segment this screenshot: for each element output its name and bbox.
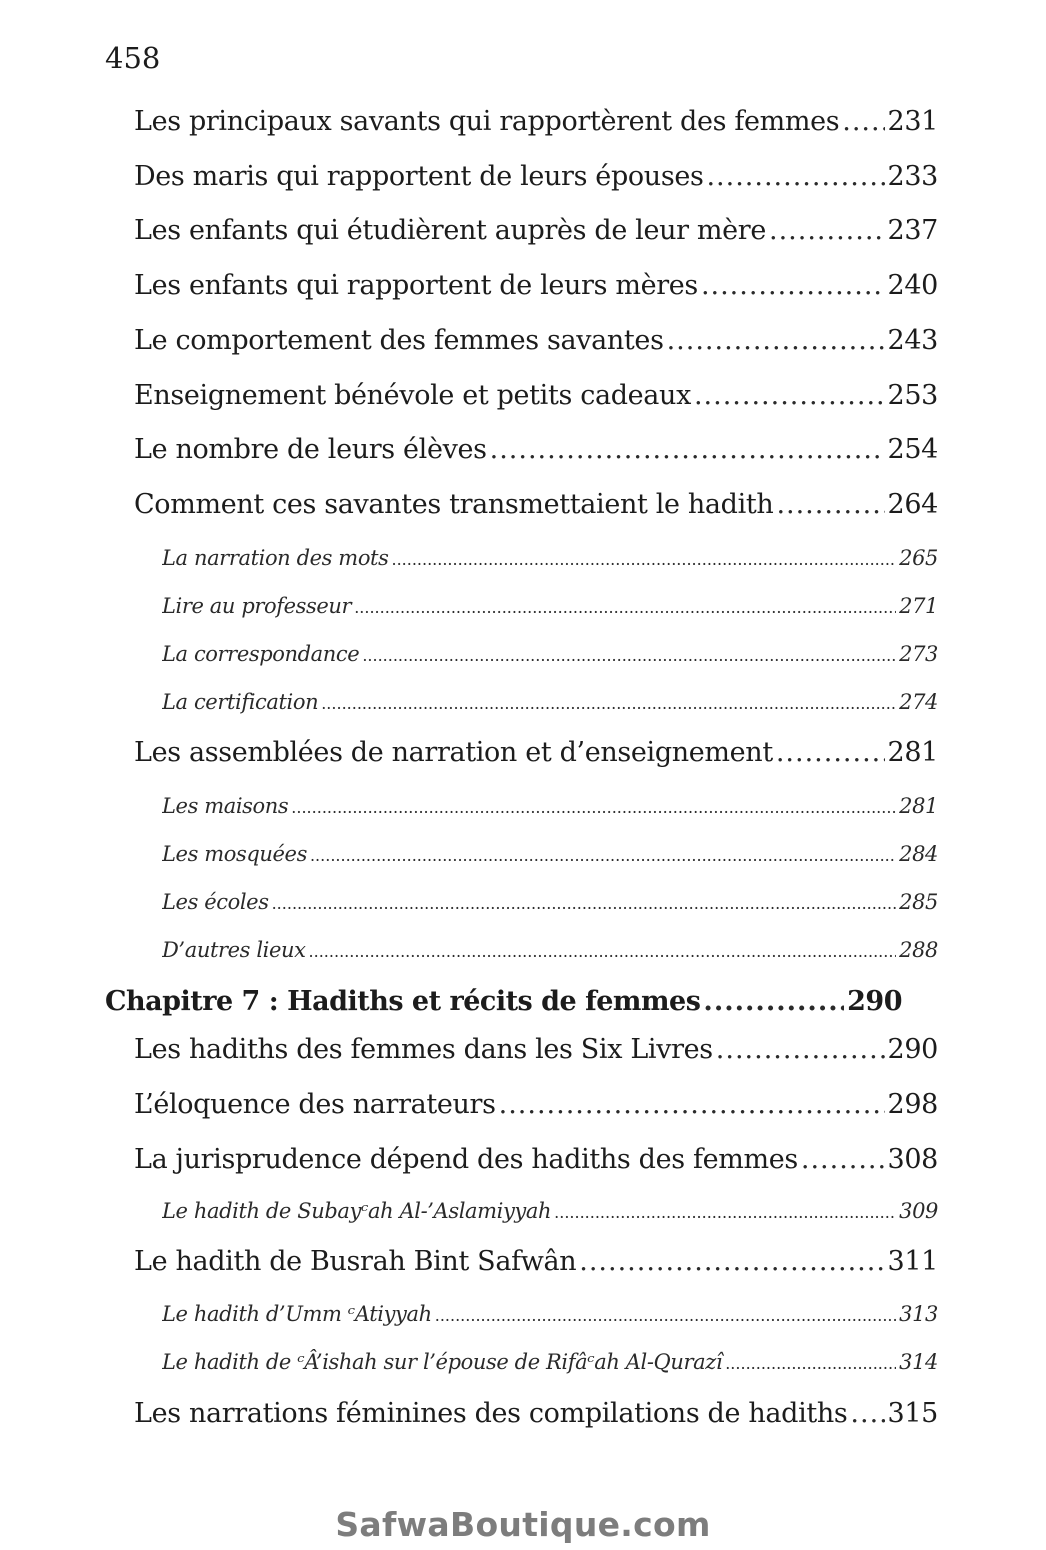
- toc-chapter-title: Chapitre 7 : Hadiths et récits de femmes: [105, 986, 701, 1017]
- toc-subentry-title: La narration des mots: [162, 546, 389, 570]
- toc-chapter: [105, 982, 902, 1022]
- dot-leader: [391, 544, 896, 576]
- toc-subentry-title: Le hadith de ᶜÂ’ishah sur l’épouse de Rifâᶜah Al-Qurazî: [162, 1350, 723, 1374]
- dot-leader: [776, 485, 884, 525]
- toc-subentry-title: Le hadith de Subayᶜah Al-’Aslamiyyah: [162, 1199, 552, 1223]
- toc-entry: [134, 1242, 938, 1282]
- dot-leader: [321, 688, 896, 720]
- toc-entry-page: 240: [887, 270, 938, 301]
- toc-entry: [134, 157, 938, 197]
- toc-entry: [134, 1030, 938, 1070]
- toc-subentry: [162, 686, 938, 720]
- dot-leader: [435, 1300, 896, 1332]
- dot-leader: [769, 211, 885, 251]
- toc-entry-page: 254: [887, 434, 938, 465]
- dot-leader: [554, 1197, 896, 1229]
- dot-leader: [667, 321, 885, 361]
- toc-entry: [134, 266, 938, 306]
- toc-subentry-title: Les écoles: [162, 890, 269, 914]
- toc-entry-title: Les enfants qui étudièrent auprès de leur mère: [134, 215, 766, 246]
- toc-subentry: [162, 1298, 938, 1332]
- toc-entry-title: Le hadith de Busrah Bint Safwân: [134, 1246, 577, 1277]
- toc-subentry: [162, 638, 938, 672]
- toc-entry-title: Le nombre de leurs élèves: [134, 434, 487, 465]
- toc-entry-page: 290: [887, 1034, 938, 1065]
- toc-entry-title: Les assemblées de narration et d’enseignement: [134, 737, 773, 768]
- toc-subentry-page: 284: [899, 842, 938, 866]
- toc-entry-page: 315: [887, 1398, 938, 1429]
- toc-subentry-title: Les mosquées: [162, 842, 307, 866]
- toc-subentry: [162, 886, 938, 920]
- toc-entry: [134, 1394, 938, 1434]
- dot-leader: [272, 888, 897, 920]
- toc-subentry-page: 288: [899, 938, 938, 962]
- toc-entry-page: 264: [887, 489, 938, 520]
- toc-subentry-title: La correspondance: [162, 642, 360, 666]
- toc-entry: [134, 733, 938, 773]
- toc-subentry-page: 314: [899, 1350, 938, 1374]
- toc-subentry: [162, 590, 938, 624]
- toc-subentry: [162, 1195, 938, 1229]
- dot-leader: [354, 592, 896, 624]
- toc-entry-page: 243: [887, 325, 938, 356]
- dot-leader: [490, 430, 885, 470]
- toc-subentry: [162, 1346, 938, 1380]
- toc-chapter-page: 290: [847, 986, 902, 1017]
- toc-subentry: [162, 790, 938, 824]
- toc-entry-page: 281: [887, 737, 938, 768]
- page-number: 458: [105, 41, 161, 75]
- toc-entry: [134, 321, 938, 361]
- dot-leader: [701, 266, 885, 306]
- toc-subentry-page: 265: [899, 546, 938, 570]
- dot-leader: [579, 1242, 884, 1282]
- toc-entry-page: 311: [887, 1246, 938, 1277]
- toc-entry-title: Comment ces savantes transmettaient le hadith: [134, 489, 774, 520]
- dot-leader: [776, 733, 885, 773]
- toc-entry: [134, 102, 938, 142]
- dot-leader: [310, 840, 896, 872]
- toc-entry-title: L’éloquence des narrateurs: [134, 1089, 496, 1120]
- toc-entry-title: Le comportement des femmes savantes: [134, 325, 664, 356]
- toc-entry: [134, 1085, 938, 1125]
- toc-subentry-page: 313: [899, 1302, 938, 1326]
- toc-subentry-page: 273: [899, 642, 938, 666]
- toc-entry: [134, 430, 938, 470]
- dot-leader: [703, 982, 844, 1022]
- toc-entry-page: 308: [887, 1144, 938, 1175]
- dot-leader: [801, 1140, 885, 1180]
- toc-entry-page: 237: [887, 215, 938, 246]
- toc-entry: [134, 1140, 938, 1180]
- toc-subentry-title: D’autres lieux: [162, 938, 306, 962]
- watermark: SafwaBoutique.com: [335, 1505, 711, 1544]
- toc-entry: [134, 376, 938, 416]
- toc-subentry-page: 285: [899, 890, 938, 914]
- toc-subentry-page: 274: [899, 690, 938, 714]
- toc-entry-title: La jurisprudence dépend des hadiths des femmes: [134, 1144, 798, 1175]
- toc-subentry-title: Les maisons: [162, 794, 289, 818]
- dot-leader: [694, 376, 885, 416]
- toc-entry: [134, 211, 938, 251]
- toc-entry-title: Des maris qui rapportent de leurs épouses: [134, 161, 704, 192]
- toc-entry-page: 231: [887, 106, 938, 137]
- toc-subentry-page: 281: [899, 794, 938, 818]
- toc-entry-page: 233: [887, 161, 938, 192]
- dot-leader: [309, 936, 897, 968]
- dot-leader: [842, 102, 884, 142]
- dot-leader: [706, 157, 884, 197]
- toc-entry-title: Les hadiths des femmes dans les Six Livres: [134, 1034, 713, 1065]
- toc-subentry-title: La certification: [162, 690, 319, 714]
- toc-entry-title: Les enfants qui rapportent de leurs mères: [134, 270, 698, 301]
- toc-subentry-page: 271: [899, 594, 938, 618]
- toc-entry-title: Enseignement bénévole et petits cadeaux: [134, 380, 691, 411]
- dot-leader: [850, 1394, 884, 1434]
- toc-subentry: [162, 542, 938, 576]
- toc-subentry-page: 309: [899, 1199, 938, 1223]
- toc-subentry-title: Lire au professeur: [162, 594, 352, 618]
- dot-leader: [362, 640, 896, 672]
- toc-subentry: [162, 934, 938, 968]
- toc-entry-title: Les principaux savants qui rapportèrent des femmes: [134, 106, 840, 137]
- dot-leader: [725, 1348, 896, 1380]
- toc-subentry: [162, 838, 938, 872]
- toc-entry-title: Les narrations féminines des compilations de hadiths: [134, 1398, 848, 1429]
- toc-entry-page: 298: [887, 1089, 938, 1120]
- dot-leader: [499, 1085, 885, 1125]
- toc-subentry-title: Le hadith d’Umm ᶜAtiyyah: [162, 1302, 432, 1326]
- toc-entry-page: 253: [887, 380, 938, 411]
- dot-leader: [291, 792, 896, 824]
- toc-entry: [134, 485, 938, 525]
- dot-leader: [716, 1030, 885, 1070]
